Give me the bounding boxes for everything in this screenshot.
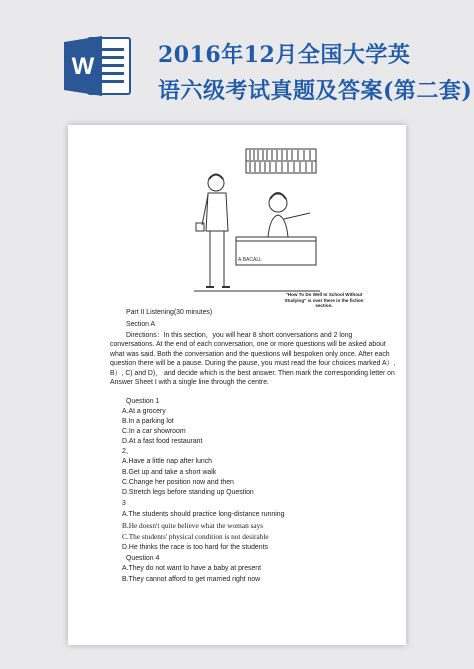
question-4-heading: Question 4 xyxy=(126,555,160,562)
cartoon-illustration xyxy=(194,145,320,297)
option-line: A.The students should practice long-distance running xyxy=(122,511,285,518)
option-line: B.In a parking lot xyxy=(122,418,174,425)
option-line: D.At a fast food restaurant xyxy=(122,438,203,445)
option-line: A.Have a little nap after lunch xyxy=(122,458,213,465)
option-line: A.At a grocery xyxy=(122,408,166,415)
word-document-icon xyxy=(62,34,132,98)
question-3-number: 3 xyxy=(122,500,126,507)
option-line: A.They do not want to have a baby at present xyxy=(122,565,262,572)
part-heading: Part II Listening(30 minutes) xyxy=(126,309,213,316)
directions-paragraph: Directions：In this section，you will hear 8 short conversations and 2 long conversations. At the end of each conversation, one or more questions will be asked about what was said. Both the conversation and the questions will bespoken only once. After each question there will be a pause. During the pause, you must read the four choices marked A）, B）, C) and D)， and decide which is the best answer. Then mark the corresponding letter on Answer Sheet I with a single line through the centre. xyxy=(110,332,396,387)
option-line: B.Get up and take a short walk xyxy=(122,469,217,476)
option-line: C.In a car showroom xyxy=(122,428,186,435)
option-line: B.He doesn't quite believe what the woman says xyxy=(122,521,264,530)
cartoon-signature: A.BACALL xyxy=(238,257,262,263)
title-line-1: 2016年12月全国大学英 xyxy=(158,42,411,68)
section-heading: Section A xyxy=(126,321,156,328)
option-line: C.Change her position now and then xyxy=(122,479,234,486)
question-1-heading: Question 1 xyxy=(126,398,160,405)
header xyxy=(0,0,474,125)
title-line-2: 语六级考试真题及答案(第二套) xyxy=(158,78,473,104)
question-2-number: 2、 xyxy=(122,448,133,455)
option-line: D.He thinks the race is too hard for the students xyxy=(122,544,268,551)
logo-letter: W xyxy=(71,53,95,80)
cartoon-caption: "How To Do Well In School Without Studying" is over there in the fiction section. xyxy=(284,292,364,309)
option-line: D.Stretch legs before standing up Question xyxy=(122,489,254,496)
option-line: B.They cannot afford to get married right now xyxy=(122,576,261,583)
option-line: C.The students' physical condition is not desirable xyxy=(122,532,269,541)
document-page xyxy=(68,125,406,645)
